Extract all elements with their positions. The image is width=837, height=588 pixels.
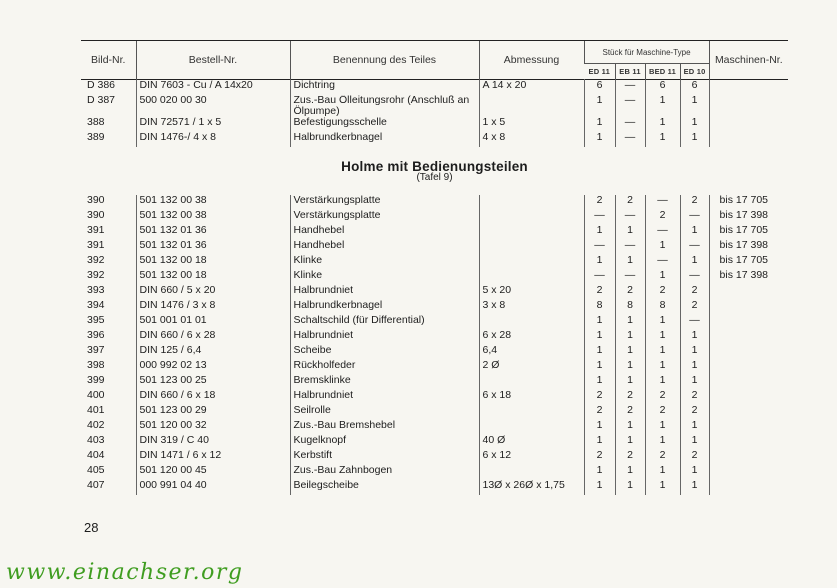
- qty-cell: —: [584, 210, 615, 225]
- qty-cell: 1: [680, 375, 709, 390]
- qty-cell: 1: [645, 345, 680, 360]
- maschinen-nr-cell: [709, 360, 788, 375]
- benennung-cell: Halbrundkerbnagel: [290, 300, 479, 315]
- benennung-cell: Halbrundniet: [290, 390, 479, 405]
- table-body-bottom: [81, 195, 788, 495]
- abmessung-cell: [479, 420, 584, 435]
- qty-cell: 8: [584, 300, 615, 315]
- abmessung-cell: 3 x 8: [479, 300, 584, 315]
- table-row: [81, 270, 788, 285]
- bestell-nr-cell: DIN 660 / 5 x 20: [136, 285, 290, 300]
- qty-cell: 1: [645, 132, 680, 147]
- maschinen-nr-cell: [709, 420, 788, 435]
- qty-cell: 1: [584, 465, 615, 480]
- qty-cell: 8: [615, 300, 645, 315]
- qty-cell: 1: [584, 132, 615, 147]
- qty-cell: 1: [584, 255, 615, 270]
- qty-cell: —: [645, 255, 680, 270]
- benennung-cell: Zus.-Bau Ölleitungsrohr (Anschluß an Ölpumpe): [290, 95, 479, 117]
- table-row: [81, 95, 788, 117]
- bild-nr-cell: 404: [87, 450, 105, 461]
- qty-cell: 1: [615, 360, 645, 375]
- qty-cell: 1: [584, 330, 615, 345]
- maschinen-nr-cell: bis 17 398: [709, 210, 788, 225]
- maschinen-nr-cell: [709, 315, 788, 330]
- qty-cell: 1: [645, 270, 680, 285]
- benennung-cell: Halbrundniet: [290, 285, 479, 300]
- qty-cell: 1: [615, 315, 645, 330]
- qty-cell: 1: [615, 480, 645, 495]
- abmessung-cell: 2 Ø: [479, 360, 584, 375]
- abmessung-cell: A 14 x 20: [479, 80, 584, 96]
- qty-cell: 1: [680, 360, 709, 375]
- table-row: [81, 80, 788, 96]
- qty-cell: 1: [645, 375, 680, 390]
- qty-cell: 2: [645, 450, 680, 465]
- qty-cell: 1: [615, 255, 645, 270]
- col-abmessung: Abmessung: [479, 41, 584, 80]
- table-row: [81, 132, 788, 147]
- qty-cell: 1: [584, 345, 615, 360]
- qty-cell: 1: [584, 315, 615, 330]
- benennung-cell: Klinke: [290, 270, 479, 285]
- qty-cell: 1: [615, 225, 645, 240]
- bestell-nr-cell: DIN 660 / 6 x 28: [136, 330, 290, 345]
- qty-cell: 1: [645, 240, 680, 255]
- qty-cell: 2: [680, 285, 709, 300]
- qty-cell: 2: [680, 300, 709, 315]
- maschinen-nr-cell: bis 17 398: [709, 240, 788, 255]
- qty-cell: 8: [645, 300, 680, 315]
- table-row: [81, 345, 788, 360]
- qty-cell: 1: [680, 480, 709, 495]
- benennung-cell: Seilrolle: [290, 405, 479, 420]
- col-maschinen-nr: Maschinen-Nr.: [709, 41, 788, 80]
- section-header: [81, 147, 788, 195]
- qty-cell: 2: [584, 405, 615, 420]
- qty-cell: —: [615, 240, 645, 255]
- qty-cell: —: [680, 210, 709, 225]
- qty-cell: —: [680, 315, 709, 330]
- maschinen-nr-cell: bis 17 705: [709, 255, 788, 270]
- abmessung-cell: 4 x 8: [479, 132, 584, 147]
- maschinen-nr-cell: bis 17 705: [709, 225, 788, 240]
- bestell-nr-cell: DIN 125 / 6,4: [136, 345, 290, 360]
- abmessung-cell: [479, 405, 584, 420]
- bestell-nr-cell: 500 020 00 30: [136, 95, 290, 117]
- qty-cell: 2: [584, 450, 615, 465]
- qty-cell: 2: [645, 405, 680, 420]
- table-row: [81, 375, 788, 390]
- qty-cell: 6: [680, 80, 709, 96]
- maschinen-nr-cell: [709, 132, 788, 147]
- bestell-nr-cell: DIN 1476 / 3 x 8: [136, 300, 290, 315]
- qty-cell: 1: [645, 435, 680, 450]
- bestell-nr-cell: DIN 319 / C 40: [136, 435, 290, 450]
- qty-cell: 6: [645, 80, 680, 96]
- col-type-ed11: ED 11: [584, 64, 615, 80]
- qty-cell: 2: [615, 390, 645, 405]
- benennung-cell: Rückholfeder: [290, 360, 479, 375]
- qty-cell: 1: [615, 330, 645, 345]
- bestell-nr-cell: 000 992 02 13: [136, 360, 290, 375]
- bestell-nr-cell: 501 001 01 01: [136, 315, 290, 330]
- bild-nr-cell: 390: [87, 210, 105, 221]
- page-number: 28: [84, 520, 99, 535]
- abmessung-cell: [479, 375, 584, 390]
- qty-cell: 2: [680, 405, 709, 420]
- qty-cell: 2: [645, 285, 680, 300]
- table-row: [81, 450, 788, 465]
- bild-nr-cell: 391: [87, 225, 105, 236]
- bild-nr-cell: D 387: [87, 95, 116, 106]
- section-title: Holme mit Bedienungsteilen: [341, 159, 528, 174]
- col-stueck: Stück für Maschine-Type: [584, 41, 709, 64]
- qty-cell: 1: [645, 117, 680, 132]
- qty-cell: 2: [680, 450, 709, 465]
- bild-nr-cell: 407: [87, 480, 105, 491]
- bild-nr-cell: 397: [87, 345, 105, 356]
- qty-cell: 2: [584, 390, 615, 405]
- qty-cell: —: [645, 225, 680, 240]
- bild-nr-cell: 392: [87, 270, 105, 281]
- watermark-url: www.einachser.org: [6, 560, 244, 585]
- qty-cell: —: [615, 270, 645, 285]
- qty-cell: 1: [680, 132, 709, 147]
- qty-cell: —: [584, 270, 615, 285]
- maschinen-nr-cell: [709, 80, 788, 96]
- maschinen-nr-cell: [709, 117, 788, 132]
- bestell-nr-cell: 501 132 00 38: [136, 210, 290, 225]
- qty-cell: 1: [680, 330, 709, 345]
- maschinen-nr-cell: [709, 375, 788, 390]
- bild-nr-cell: 392: [87, 255, 105, 266]
- table-row: [81, 465, 788, 480]
- table-row: [81, 390, 788, 405]
- col-benennung: Benennung des Teiles: [290, 41, 479, 80]
- table-row: [81, 405, 788, 420]
- qty-cell: 1: [584, 480, 615, 495]
- qty-cell: 2: [584, 195, 615, 210]
- abmessung-cell: 6,4: [479, 345, 584, 360]
- benennung-cell: Schaltschild (für Differential): [290, 315, 479, 330]
- qty-cell: 1: [680, 255, 709, 270]
- benennung-cell: Halbrundkerbnagel: [290, 132, 479, 147]
- table-row: [81, 225, 788, 240]
- table-row: [81, 240, 788, 255]
- table-row: [81, 330, 788, 345]
- bestell-nr-cell: DIN 1476-/ 4 x 8: [136, 132, 290, 147]
- bild-nr-cell: 395: [87, 315, 105, 326]
- qty-cell: —: [584, 240, 615, 255]
- qty-cell: 1: [680, 465, 709, 480]
- maschinen-nr-cell: bis 17 398: [709, 270, 788, 285]
- bild-nr-cell: 393: [87, 285, 105, 296]
- bild-nr-cell: 388: [87, 117, 105, 128]
- benennung-cell: Zus.-Bau Bremshebel: [290, 420, 479, 435]
- bestell-nr-cell: DIN 7603 - Cu / A 14x20: [136, 80, 290, 96]
- col-type-ed10: ED 10: [680, 64, 709, 80]
- qty-cell: —: [615, 132, 645, 147]
- qty-cell: —: [645, 195, 680, 210]
- abmessung-cell: 40 Ø: [479, 435, 584, 450]
- benennung-cell: Klinke: [290, 255, 479, 270]
- table-row: [81, 255, 788, 270]
- table-row: [81, 210, 788, 225]
- qty-cell: 1: [584, 375, 615, 390]
- qty-cell: 1: [645, 420, 680, 435]
- bild-nr-cell: 402: [87, 420, 105, 431]
- col-bestell-nr: Bestell-Nr.: [136, 41, 290, 80]
- benennung-cell: Verstärkungsplatte: [290, 210, 479, 225]
- qty-cell: 1: [584, 360, 615, 375]
- bild-nr-cell: D 386: [87, 79, 116, 91]
- col-bild-nr: Bild-Nr.: [81, 41, 136, 80]
- maschinen-nr-cell: [709, 480, 788, 495]
- benennung-cell: Kerbstift: [290, 450, 479, 465]
- benennung-cell: Befestigungsschelle: [290, 117, 479, 132]
- abmessung-cell: 1 x 5: [479, 117, 584, 132]
- bestell-nr-cell: DIN 660 / 6 x 18: [136, 390, 290, 405]
- qty-cell: 1: [584, 420, 615, 435]
- bild-nr-cell: 398: [87, 360, 105, 371]
- bild-nr-cell: 405: [87, 465, 105, 476]
- table-row: [81, 435, 788, 450]
- abmessung-cell: 6 x 12: [479, 450, 584, 465]
- bild-nr-cell: 389: [87, 132, 105, 143]
- benennung-cell: Handhebel: [290, 240, 479, 255]
- abmessung-cell: [479, 225, 584, 240]
- qty-cell: 1: [584, 95, 615, 117]
- maschinen-nr-cell: [709, 95, 788, 117]
- bild-nr-cell: 390: [87, 195, 105, 206]
- qty-cell: 1: [615, 435, 645, 450]
- maschinen-nr-cell: bis 17 705: [709, 195, 788, 210]
- bild-nr-cell: 400: [87, 390, 105, 401]
- bestell-nr-cell: 501 132 00 18: [136, 255, 290, 270]
- benennung-cell: Dichtring: [290, 80, 479, 96]
- col-type-bed11: BED 11: [645, 64, 680, 80]
- parts-table: [81, 40, 788, 495]
- qty-cell: 1: [645, 315, 680, 330]
- table-row: [81, 195, 788, 210]
- benennung-cell: Verstärkungsplatte: [290, 195, 479, 210]
- qty-cell: —: [615, 210, 645, 225]
- abmessung-cell: [479, 465, 584, 480]
- qty-cell: 1: [680, 225, 709, 240]
- bestell-nr-cell: 501 120 00 32: [136, 420, 290, 435]
- qty-cell: 1: [645, 480, 680, 495]
- maschinen-nr-cell: [709, 345, 788, 360]
- maschinen-nr-cell: [709, 450, 788, 465]
- qty-cell: 1: [680, 345, 709, 360]
- qty-cell: —: [680, 270, 709, 285]
- qty-cell: 1: [645, 360, 680, 375]
- qty-cell: 2: [615, 405, 645, 420]
- qty-cell: 1: [680, 95, 709, 117]
- benennung-cell: Scheibe: [290, 345, 479, 360]
- bestell-nr-cell: 000 991 04 40: [136, 480, 290, 495]
- qty-cell: 1: [680, 117, 709, 132]
- table-body-top: [81, 80, 788, 148]
- abmessung-cell: [479, 315, 584, 330]
- qty-cell: 6: [584, 80, 615, 96]
- table-row: [81, 480, 788, 495]
- abmessung-cell: [479, 240, 584, 255]
- maschinen-nr-cell: [709, 285, 788, 300]
- bestell-nr-cell: 501 132 01 36: [136, 225, 290, 240]
- maschinen-nr-cell: [709, 330, 788, 345]
- table-row: [81, 315, 788, 330]
- abmessung-cell: [479, 195, 584, 210]
- qty-cell: 1: [615, 375, 645, 390]
- qty-cell: 1: [615, 465, 645, 480]
- qty-cell: 2: [645, 210, 680, 225]
- col-type-eb11: EB 11: [615, 64, 645, 80]
- abmessung-cell: 6 x 18: [479, 390, 584, 405]
- table-row: [81, 285, 788, 300]
- bild-nr-cell: 403: [87, 435, 105, 446]
- bild-nr-cell: 401: [87, 405, 105, 416]
- table-row: [81, 360, 788, 375]
- qty-cell: —: [615, 95, 645, 117]
- benennung-cell: Beilegscheibe: [290, 480, 479, 495]
- bestell-nr-cell: 501 132 00 38: [136, 195, 290, 210]
- maschinen-nr-cell: [709, 465, 788, 480]
- qty-cell: —: [680, 240, 709, 255]
- qty-cell: 2: [615, 450, 645, 465]
- benennung-cell: Halbrundniet: [290, 330, 479, 345]
- bestell-nr-cell: 501 132 01 36: [136, 240, 290, 255]
- qty-cell: 2: [584, 285, 615, 300]
- benennung-cell: Kugelknopf: [290, 435, 479, 450]
- benennung-cell: Bremsklinke: [290, 375, 479, 390]
- abmessung-cell: 13Ø x 26Ø x 1,75: [479, 480, 584, 495]
- benennung-cell: Handhebel: [290, 225, 479, 240]
- qty-cell: 1: [680, 420, 709, 435]
- table-header: [81, 41, 788, 80]
- abmessung-cell: [479, 210, 584, 225]
- table-row: [81, 117, 788, 132]
- table-row: [81, 420, 788, 435]
- qty-cell: 1: [615, 345, 645, 360]
- abmessung-cell: 6 x 28: [479, 330, 584, 345]
- section-subtitle: (Tafel 9): [416, 172, 453, 183]
- maschinen-nr-cell: [709, 390, 788, 405]
- abmessung-cell: [479, 270, 584, 285]
- qty-cell: 2: [645, 390, 680, 405]
- qty-cell: —: [615, 80, 645, 96]
- benennung-cell: Zus.-Bau Zahnbogen: [290, 465, 479, 480]
- bild-nr-cell: 394: [87, 300, 105, 311]
- qty-cell: 2: [615, 285, 645, 300]
- qty-cell: 2: [615, 195, 645, 210]
- maschinen-nr-cell: [709, 435, 788, 450]
- bestell-nr-cell: 501 123 00 29: [136, 405, 290, 420]
- bestell-nr-cell: 501 120 00 45: [136, 465, 290, 480]
- qty-cell: 2: [680, 390, 709, 405]
- qty-cell: 1: [615, 420, 645, 435]
- bild-nr-cell: 399: [87, 375, 105, 386]
- bestell-nr-cell: 501 132 00 18: [136, 270, 290, 285]
- qty-cell: 1: [584, 117, 615, 132]
- qty-cell: 1: [680, 435, 709, 450]
- bestell-nr-cell: 501 123 00 25: [136, 375, 290, 390]
- qty-cell: 1: [584, 435, 615, 450]
- table-row: [81, 300, 788, 315]
- qty-cell: 2: [680, 195, 709, 210]
- qty-cell: 1: [645, 465, 680, 480]
- maschinen-nr-cell: [709, 405, 788, 420]
- abmessung-cell: [479, 255, 584, 270]
- qty-cell: 1: [645, 95, 680, 117]
- qty-cell: —: [615, 117, 645, 132]
- bild-nr-cell: 391: [87, 240, 105, 251]
- abmessung-cell: 5 x 20: [479, 285, 584, 300]
- bild-nr-cell: 396: [87, 330, 105, 341]
- bestell-nr-cell: DIN 1471 / 6 x 12: [136, 450, 290, 465]
- qty-cell: 1: [584, 225, 615, 240]
- bestell-nr-cell: DIN 72571 / 1 x 5: [136, 117, 290, 132]
- maschinen-nr-cell: [709, 300, 788, 315]
- qty-cell: 1: [645, 330, 680, 345]
- abmessung-cell: [479, 95, 584, 117]
